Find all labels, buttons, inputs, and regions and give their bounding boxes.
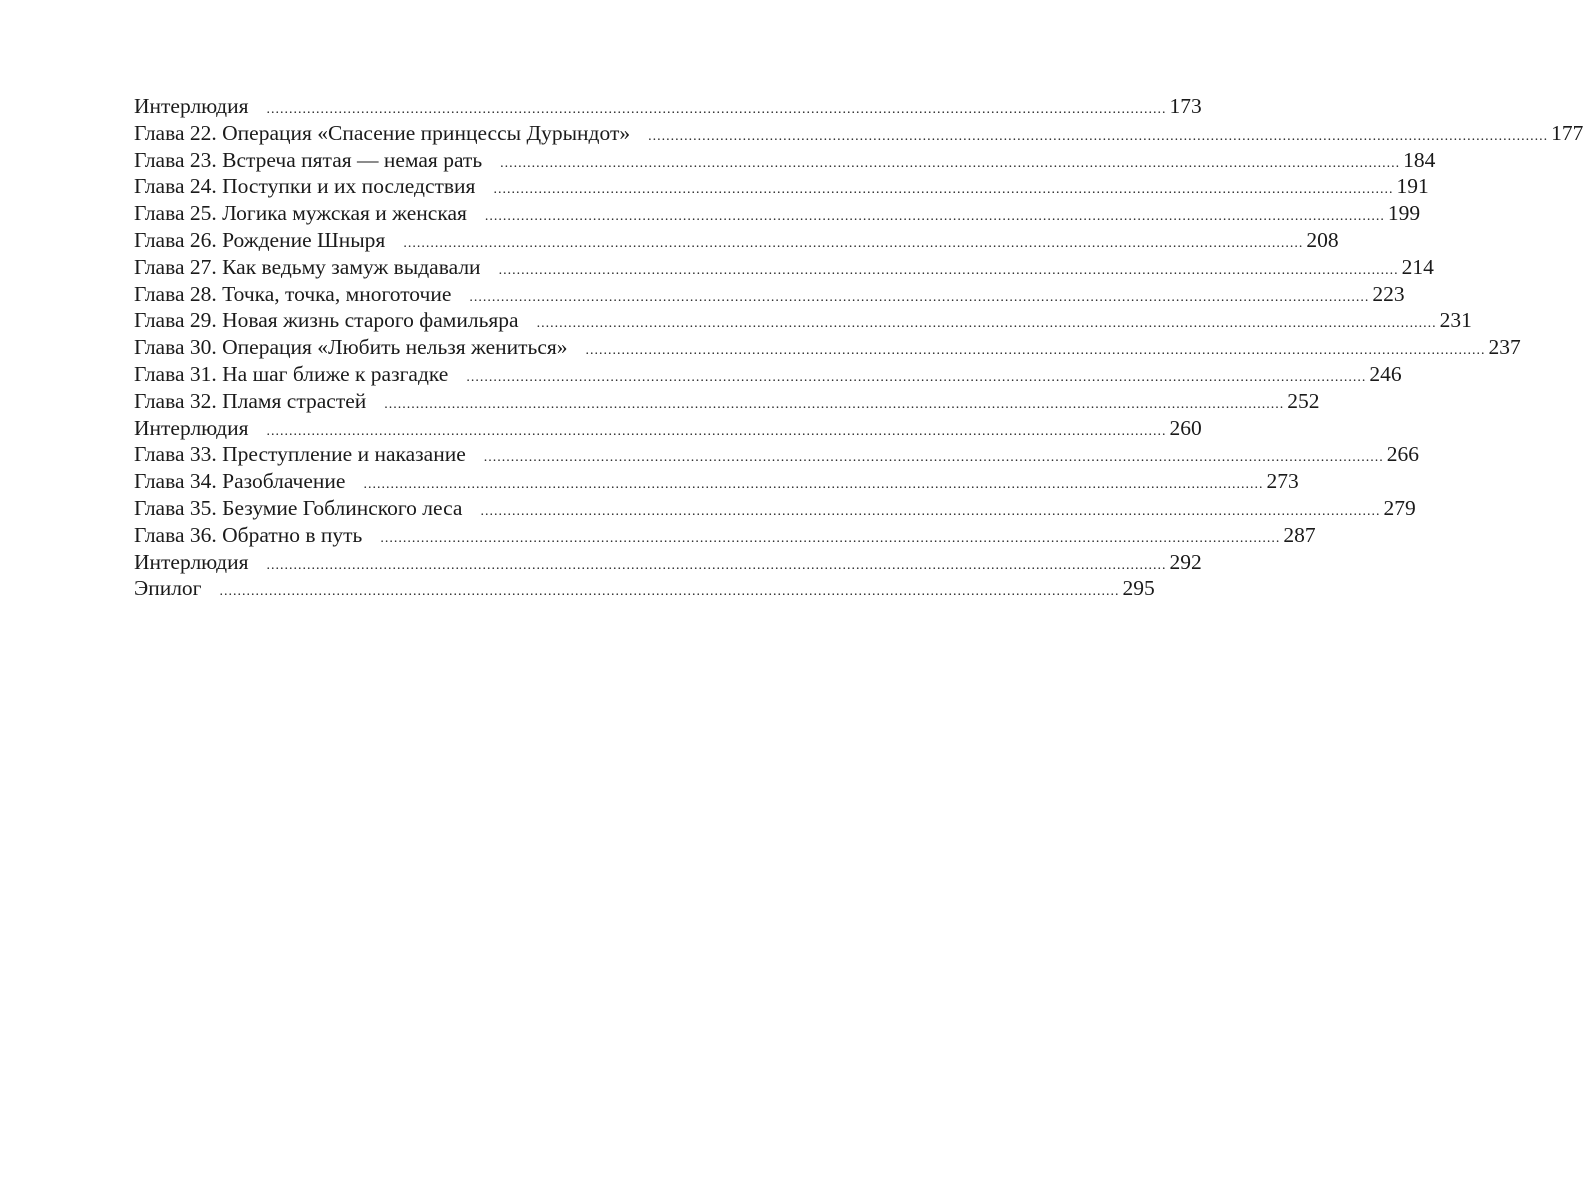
toc-dot-leader: ........................................................................................................................................................................................................ [498, 262, 1399, 278]
toc-dot-leader: ........................................................................................................................................................................................................ [266, 102, 1167, 117]
toc-entry [134, 361, 1402, 388]
toc-entry-title: Глава 27. Как ведьму замуж выдавали [134, 254, 481, 279]
toc-dot-leader: ........................................................................................................................................................................................................ [648, 128, 1549, 144]
toc-entry-title: Интерлюдия [134, 549, 249, 574]
table-of-contents [134, 93, 1583, 602]
toc-entry [134, 575, 1155, 602]
toc-entry [134, 334, 1521, 361]
toc-page-number: 184 [1403, 147, 1436, 172]
toc-entry-title: Глава 26. Рождение Шныря [134, 227, 386, 252]
toc-dot-leader: ........................................................................................................................................................................................................ [500, 155, 1401, 171]
toc-page-number: 208 [1306, 227, 1339, 252]
toc-entry-title: Глава 29. Новая жизнь старого фамильяра [134, 308, 519, 333]
toc-entry-title: Глава 23. Встреча пятая — немая рать [134, 147, 483, 172]
toc-page-number: 295 [1122, 576, 1155, 601]
toc-dot-leader: ........................................................................................................................................................................................................ [384, 396, 1285, 412]
toc-page-number: 273 [1266, 469, 1299, 494]
toc-page-number: 214 [1401, 254, 1434, 279]
toc-entry [134, 549, 1202, 576]
toc-entry-title: Глава 36. Обратно в путь [134, 522, 363, 547]
toc-entry [134, 415, 1202, 442]
toc-dot-leader: ........................................................................................................................................................................................................ [469, 289, 1370, 305]
toc-dot-leader: ........................................................................................................................................................................................................ [493, 182, 1394, 198]
toc-entry [134, 307, 1472, 334]
toc-entry-title: Глава 25. Логика мужская и женская [134, 201, 467, 226]
toc-dot-leader: ........................................................................................................................................................................................................ [380, 530, 1281, 546]
toc-dot-leader: ........................................................................................................................................................................................................ [480, 503, 1381, 519]
toc-entry-title: Глава 24. Поступки и их последствия [134, 174, 476, 199]
toc-entry-title: Глава 30. Операция «Любить нельзя жениться» [134, 335, 568, 360]
toc-entry-title: Интерлюдия [134, 94, 249, 118]
toc-entry-title: Глава 32. Пламя страстей [134, 388, 367, 413]
toc-dot-leader: ........................................................................................................................................................................................................ [484, 209, 1385, 225]
toc-page-number: 246 [1369, 361, 1402, 386]
toc-dot-leader: ........................................................................................................................................................................................................ [483, 450, 1384, 466]
toc-page-number: 252 [1287, 388, 1320, 413]
toc-entry [134, 495, 1416, 522]
toc-entry-title: Глава 22. Операция «Спасение принцессы Дурындот» [134, 120, 631, 145]
toc-dot-leader: ........................................................................................................................................................................................................ [585, 343, 1486, 359]
toc-page-number: 237 [1488, 335, 1521, 360]
toc-entry [134, 227, 1339, 254]
toc-entry [134, 120, 1583, 147]
toc-page-number: 177 [1551, 120, 1583, 145]
toc-dot-leader: ........................................................................................................................................................................................................ [266, 557, 1167, 573]
toc-page-number: 223 [1372, 281, 1405, 306]
toc-dot-leader: ........................................................................................................................................................................................................ [466, 369, 1367, 385]
toc-entry [134, 468, 1299, 495]
toc-page-number: 287 [1283, 522, 1316, 547]
toc-entry-title: Глава 28. Точка, точка, многоточие [134, 281, 452, 306]
toc-page-number: 266 [1386, 442, 1420, 467]
toc-entry [134, 441, 1420, 468]
toc-entry [134, 147, 1436, 174]
toc-dot-leader: ........................................................................................................................................................................................................ [536, 316, 1437, 332]
toc-entry [134, 93, 1202, 120]
toc-entry-title: Глава 31. На шаг ближе к разгадке [134, 361, 449, 386]
toc-entry [134, 173, 1429, 200]
toc-entry-title: Интерлюдия [134, 415, 249, 440]
toc-page-number: 191 [1396, 174, 1429, 199]
toc-page-number: 173 [1169, 94, 1202, 118]
toc-entry-title: Эпилог [134, 576, 202, 601]
toc-page-number: 279 [1383, 495, 1416, 520]
toc-dot-leader: ........................................................................................................................................................................................................ [219, 584, 1120, 600]
toc-entry-title: Глава 34. Разоблачение [134, 469, 346, 494]
toc-entry [134, 254, 1434, 281]
toc-page-number: 260 [1169, 415, 1202, 440]
toc-entry [134, 281, 1405, 308]
toc-page-number: 292 [1169, 549, 1202, 574]
toc-entry [134, 522, 1316, 549]
toc-entry [134, 388, 1320, 415]
toc-dot-leader: ........................................................................................................................................................................................................ [403, 235, 1304, 251]
toc-dot-leader: ........................................................................................................................................................................................................ [363, 477, 1264, 493]
toc-page-number: 199 [1387, 201, 1421, 226]
toc-page-number: 231 [1439, 308, 1472, 333]
toc-entry-title: Глава 33. Преступление и наказание [134, 442, 466, 467]
toc-entry [134, 200, 1421, 227]
toc-dot-leader: ........................................................................................................................................................................................................ [266, 423, 1167, 439]
toc-entry-title: Глава 35. Безумие Гоблинского леса [134, 495, 463, 520]
